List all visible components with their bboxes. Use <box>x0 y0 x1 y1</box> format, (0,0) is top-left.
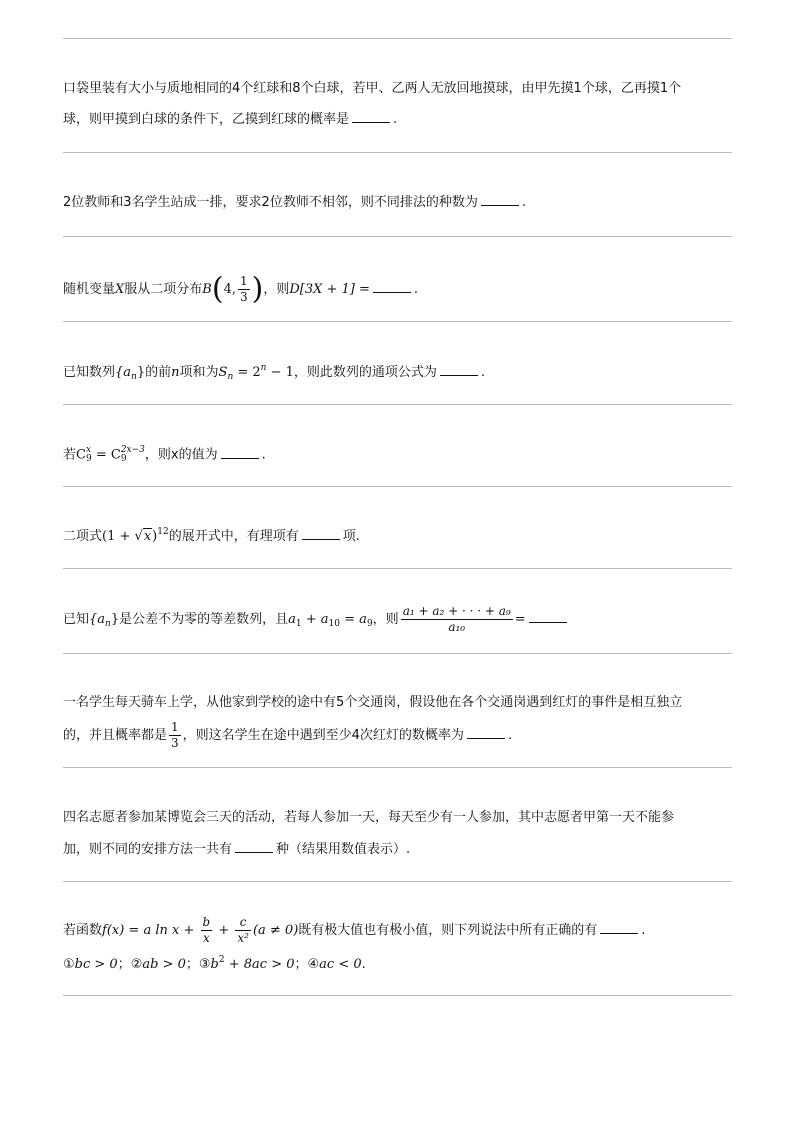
question-text: ，则 <box>372 612 399 627</box>
fraction-numerator: b <box>202 915 211 929</box>
answer-blank <box>467 728 505 739</box>
question-text: 二项式 <box>63 529 103 544</box>
answer-blank <box>481 195 519 206</box>
question-text: ，则这名学生在途中遇到至少4次红灯的数概率为 <box>182 728 464 743</box>
fraction-numerator: c <box>235 915 251 931</box>
question-text: 加，则不同的安排方法一共有 <box>63 842 233 857</box>
period: . <box>521 195 526 210</box>
separator: ； <box>185 957 199 972</box>
question-8-line-1: 一名学生每天骑车上学，从他家到学校的途中有5个交通岗，假设他在各个交通岗遇到红灯的事件是相互独立 <box>63 695 683 710</box>
divider <box>63 767 732 768</box>
math-sub: n <box>131 372 137 382</box>
question-text: 球，则甲摸到白球的条件下，乙摸到红球的概率是 <box>63 112 350 127</box>
math-expr: + <box>214 923 234 938</box>
question-text: 的，并且概率都是 <box>63 728 168 743</box>
math-expr: = 2 <box>233 365 261 380</box>
math-expr: = <box>91 447 111 463</box>
paren-open: ( <box>211 271 224 307</box>
question-text: 既有极大值也有极小值，则下列说法中所有正确的有 <box>298 923 598 938</box>
period: . <box>261 447 266 463</box>
question-4 <box>63 364 485 383</box>
answer-blank <box>302 529 340 540</box>
math-sub: 10 <box>328 619 341 629</box>
divider <box>63 152 732 153</box>
math-sub: 9 <box>85 454 92 464</box>
question-5 <box>63 446 266 465</box>
combination-indices <box>121 446 145 464</box>
sqrt-argument: x <box>143 529 152 544</box>
fraction-denominator: x <box>202 931 210 945</box>
fraction <box>235 915 251 946</box>
math-sub: n <box>105 619 111 629</box>
math-brace: } <box>136 365 146 380</box>
separator: ； <box>117 957 131 972</box>
fraction <box>401 604 513 635</box>
answer-blank <box>373 282 411 293</box>
math-sub: n <box>227 372 234 382</box>
math-var: B <box>202 282 212 297</box>
question-9-line-2 <box>63 841 410 859</box>
math-sup: 12 <box>157 527 169 537</box>
math-expr: ) <box>152 529 158 544</box>
question-text: 已知 <box>63 612 90 627</box>
question-8-line-2 <box>63 719 512 753</box>
math-sub: 9 <box>120 454 127 464</box>
paren-close: ) <box>251 271 264 307</box>
math-expr: = a <box>340 612 367 627</box>
fraction-denominator: x² <box>237 931 249 945</box>
question-2 <box>63 194 526 212</box>
question-3 <box>63 272 418 308</box>
period: . <box>507 728 513 743</box>
fraction <box>238 274 250 305</box>
divider <box>63 236 732 237</box>
period: . <box>480 365 486 380</box>
option-marker: ② <box>130 957 143 972</box>
question-text: 已知数列 <box>63 365 116 380</box>
option-marker: ① <box>63 957 75 972</box>
math-var: X <box>115 282 125 297</box>
divider <box>63 653 732 654</box>
fraction <box>169 720 181 751</box>
math-expr: (1 + <box>102 529 135 544</box>
math-expr: = <box>514 612 526 627</box>
math-seq: {a <box>115 365 132 380</box>
question-6 <box>63 528 360 547</box>
question-1-line-2 <box>63 111 397 129</box>
fraction-numerator: a₁ + a₂ + · · · + a₉ <box>402 604 511 618</box>
question-10-line-1 <box>63 913 645 949</box>
divider <box>63 995 732 996</box>
period: . <box>361 957 366 972</box>
question-text: 若 <box>63 447 77 463</box>
option-marker: ④ <box>307 957 320 972</box>
math-expr: D[3X + 1] = <box>289 282 370 297</box>
answer-blank <box>529 612 567 623</box>
divider <box>63 881 732 882</box>
fraction-denominator: 3 <box>171 736 179 750</box>
question-7 <box>63 603 570 638</box>
math-sup: x <box>85 445 92 455</box>
fraction-numerator: 1 <box>171 720 179 734</box>
divider <box>63 486 732 487</box>
question-text: 服从二项分布 <box>124 282 203 297</box>
math-sub: 9 <box>366 619 373 629</box>
question-1-line-1: 口袋里装有大小与质地相同的4个红球和8个白球，若甲、乙两人无放回地摸球，由甲先摸1个球，乙再摸1个 <box>63 81 682 96</box>
question-text: 项和为 <box>179 365 219 380</box>
option-2: ab > 0 <box>142 957 186 972</box>
math-brace: } <box>110 612 120 627</box>
math-expr: + a <box>301 612 329 627</box>
fraction <box>201 915 213 946</box>
math-var: n <box>171 365 180 380</box>
question-text: ，则 <box>263 282 290 297</box>
fraction-denominator: a₁₀ <box>448 620 466 634</box>
math-expr: − 1 <box>266 365 294 380</box>
option-1: bc > 0 <box>74 957 118 972</box>
option-marker: ③ <box>198 957 211 972</box>
question-10-options <box>63 956 366 975</box>
answer-blank <box>440 365 478 376</box>
option-3: b <box>210 957 219 972</box>
separator: ； <box>294 957 308 972</box>
period: . <box>641 923 646 938</box>
question-9-line-1: 四名志愿者参加某博览会三天的活动，若每人参加一天，每天至少有一人参加，其中志愿者甲第一天不能参 <box>63 810 675 825</box>
question-text: 项. <box>342 529 360 544</box>
question-text: 2位教师和3名学生站成一排，要求2位教师不相邻，则不同排法的种数为 <box>63 195 478 210</box>
answer-blank <box>235 842 273 853</box>
divider <box>63 404 732 405</box>
question-text: ，则此数列的通项公式为 <box>293 365 437 380</box>
option-3-rest: + 8ac > 0 <box>224 957 295 972</box>
answer-blank <box>600 923 638 934</box>
question-text: 若函数 <box>63 923 103 938</box>
answer-blank <box>352 112 390 123</box>
math-sup: 2 <box>218 955 225 965</box>
fraction-numerator: 1 <box>239 274 248 288</box>
question-text: 种（结果用数值表示）. <box>276 842 411 857</box>
divider <box>63 38 732 39</box>
question-text: 随机变量 <box>63 282 116 297</box>
fraction-denominator: 3 <box>239 290 248 304</box>
option-4: ac < 0 <box>319 957 362 972</box>
math-expr: f(x) = a ln x + <box>102 923 199 938</box>
math-seq: {a <box>89 612 106 627</box>
combination-symbol: C <box>76 447 86 463</box>
math-expr: (a ≠ 0) <box>252 923 299 938</box>
math-sub: 1 <box>295 619 302 629</box>
sqrt-symbol: √ <box>134 529 143 544</box>
divider <box>63 568 732 569</box>
math-var: a <box>288 612 296 627</box>
question-text: 是公差不为零的等差数列，且 <box>119 612 289 627</box>
divider <box>63 321 732 322</box>
math-expr: 4, <box>223 282 236 297</box>
question-text: 的展开式中，有理项有 <box>168 529 299 544</box>
math-sup: n <box>260 363 267 373</box>
math-var: S <box>218 365 228 380</box>
math-sup: 2x−3 <box>120 445 145 455</box>
question-text: 的前 <box>145 365 172 380</box>
combination-symbol: C <box>110 447 121 463</box>
period: . <box>393 112 398 127</box>
period: . <box>413 282 419 297</box>
question-text: ，则x的值为 <box>144 447 218 463</box>
answer-blank <box>221 448 259 459</box>
